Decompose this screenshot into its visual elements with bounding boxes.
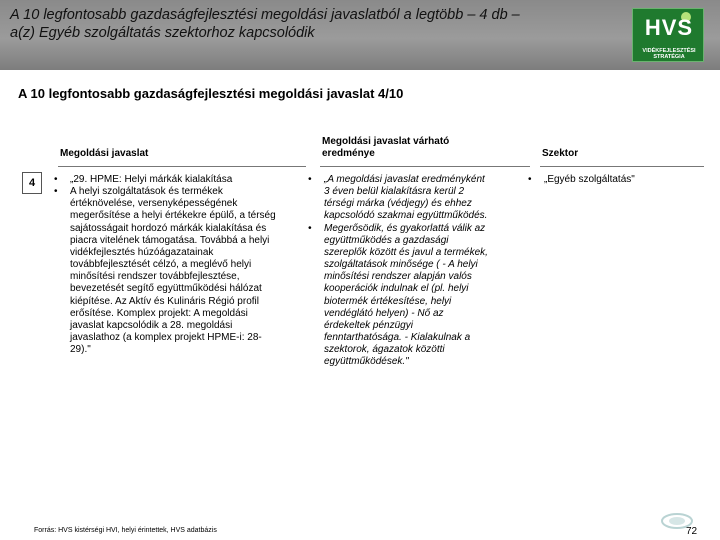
bullet-line: szektorok, ágazatok közötti [324,344,445,356]
bullet-line: szereplők között és javul a termékek, [324,246,488,258]
bullet-line: • A helyi szolgáltatások és termékek [70,186,223,198]
bullet-line: kooperációk indulnak el (pl. helyi [324,283,469,295]
header-title [10,6,610,42]
outcome-list [306,174,556,369]
bullet-line: piacra vitelének támogatása. Továbbá a helyi [70,234,270,246]
bullet-line: javaslat kapcsolódik a 28. megoldási [70,319,233,331]
bullet-item [52,174,317,186]
bullet-line: vidékfejlesztés húzóágazatainak [70,246,214,258]
bullet-line: kiépítése. Az Aktív és Kulináris Régió profil [70,295,259,307]
sector-column [526,174,716,186]
bullet-line: • „29. HPME: Helyi márkák kialakítása [70,174,233,185]
page-number: 72 [686,526,698,537]
bullet-line: • Megerősödik, és gyakorlattá válik az [324,222,486,234]
bullet-line: • „Egyéb szolgáltatás" [544,174,635,185]
bullet-line: minősítési rendszer továbbfejlesztése, [70,271,240,283]
bullet-line: együttműködés a gazdasági [324,234,449,246]
header-divider [320,166,530,167]
bullet-line: sajátosságait hordozó márkák kialakítása és [70,222,267,234]
bullet-line: együttműködések." [324,356,409,368]
bullet-line: továbbfejlesztését célzó, a meglévő helyi [70,259,252,271]
col-header-outcome [322,136,449,160]
bullet-line: fenntarthatósága. - Kialakulnak a [324,332,471,344]
col-header-outcome-line-2: eredménye [322,148,375,159]
col-header-solution: Megoldási javaslat [60,148,149,159]
header-title-line-2: a(z) Egyéb szolgáltatás szektorhoz kapcsolódik [10,25,315,41]
bullet-line: bevezetését segítő együttműködési hálózat [70,283,262,295]
bullet-line: erősítése. Komplex projekt: A megoldási [70,307,248,319]
outcome-column [306,174,556,369]
bullet-line: minősítési rendszer alapján valós [324,271,472,283]
bullet-item [52,186,317,356]
bullet-line: szolgáltatások minősége ( - A helyi [324,259,478,271]
bullet-item [306,223,556,369]
header-title-line-1: A 10 legfontosabb gazdaságfejlesztési megoldási javaslatból a legtöbb – 4 db – [10,7,520,23]
col-header-outcome-line-1: Megoldási javaslat várható [322,136,450,147]
header-divider [540,166,704,167]
bullet-line: • „A megoldási javaslat eredményként [324,174,485,185]
logo-subtext: VIDÉKFEJLESZTÉSI STRATÉGIA [642,48,696,60]
bullet-line: megerősítése a helyi értékekre épülő, a térség [70,210,276,222]
sector-list [526,174,716,186]
source-footnote: Forrás: HVS kistérségi HVI, helyi érintettek, HVS adatbázis [34,527,217,534]
hvs-logo [632,8,704,62]
bullet-line: biotermék értékesítése, helyi [324,295,452,307]
bullet-line: 3 éven belül kialakításra kerül 2 [324,186,465,198]
bullet-line: értéknövelése, versenyképességének [70,198,238,210]
bullet-item [526,174,716,186]
header-divider [58,166,306,167]
bullet-item [306,174,556,223]
bullet-line: 29)." [70,344,91,356]
bullet-line: térségi márka (védjegy) és ehhez [324,198,472,210]
slide-title: A 10 legfontosabb gazdaságfejlesztési megoldási javaslat 4/10 [18,86,404,101]
bullet-line: kapcsolódó szakmai együttműködés. [324,210,488,222]
bullet-line: érdekeltek pénzügyi [324,319,413,331]
row-number-badge: 4 [22,172,42,194]
bullet-line: javaslathoz (a komplex projekt HPME-i: 28- [70,332,262,344]
bullet-line: vendéglátó helyen) - Nő az [324,307,444,319]
solution-column [52,174,317,356]
col-header-sector: Szektor [542,148,579,159]
solution-list [52,174,317,356]
logo-text: HVS [644,15,694,40]
